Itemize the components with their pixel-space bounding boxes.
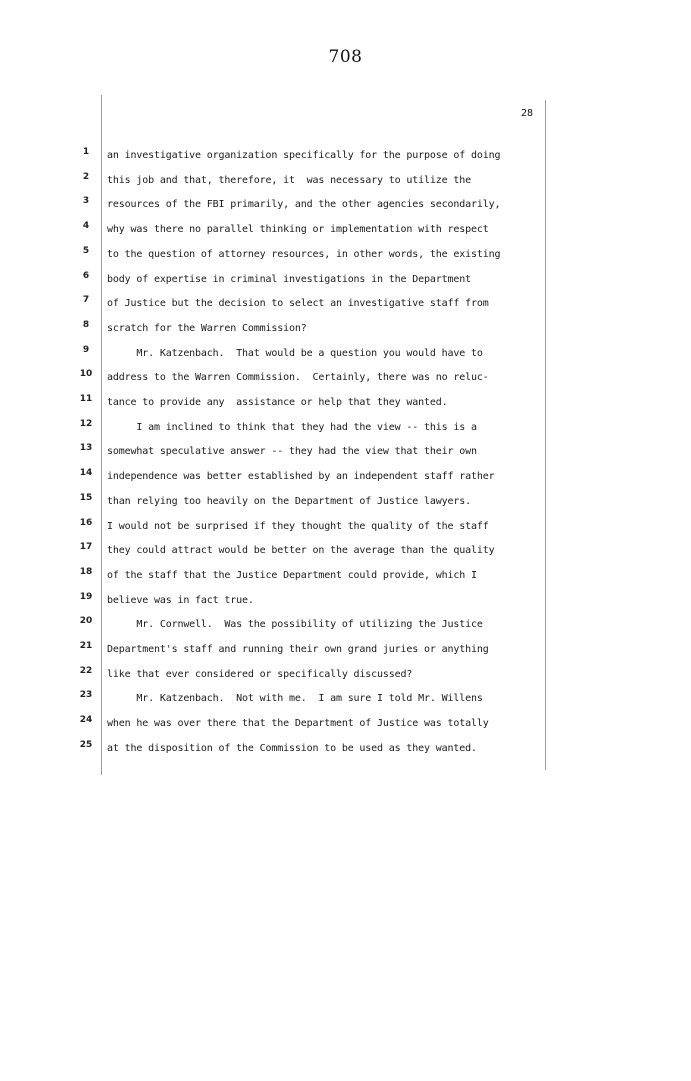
line-number: 15 <box>79 492 93 503</box>
transcript-line: to the question of attorney resources, in other words, the existing <box>107 248 501 260</box>
line-number: 9 <box>82 344 90 355</box>
transcript-line: this job and that, therefore, it was necessary to utilize the <box>107 174 471 186</box>
line-number: 8 <box>82 319 90 330</box>
line-number: 24 <box>79 715 93 726</box>
line-number: 4 <box>82 221 90 232</box>
transcript-line: somewhat speculative answer -- they had the view that their own <box>107 446 477 458</box>
line-number: 16 <box>79 517 93 528</box>
line-number: 10 <box>79 369 93 380</box>
transcript-line: why was there no parallel thinking or implementation with respect <box>107 224 489 236</box>
transcript-line: tance to provide any assistance or help that they wanted. <box>107 397 448 408</box>
transcript-line: believe was in fact true. <box>107 594 254 606</box>
transcript-line: of the staff that the Justice Department could provide, which I <box>107 569 477 581</box>
transcript-line: they could attract would be better on the average than the quality <box>107 545 495 557</box>
transcript-line: like that ever considered or specifically discussed? <box>107 668 413 680</box>
line-number: 1 <box>82 147 90 157</box>
line-number: 6 <box>82 270 90 281</box>
line-number: 19 <box>79 591 93 602</box>
line-number: 12 <box>79 418 93 429</box>
transcript-line: an investigative organization specifically for the purpose of doing <box>107 150 501 161</box>
transcript-line: Department's staff and running their own grand juries or anything <box>107 644 489 655</box>
line-number: 3 <box>82 196 90 207</box>
line-number: 18 <box>79 566 93 577</box>
transcript-line: scratch for the Warren Commission? <box>107 322 307 334</box>
transcript-line: body of expertise in criminal investigations in the Department <box>107 273 471 285</box>
transcript-line: I would not be surprised if they thought the quality of the staff <box>107 520 489 532</box>
line-number: 7 <box>82 295 90 306</box>
transcript-line: independence was better established by an independent staff rather <box>107 471 495 483</box>
right-margin-rule <box>545 100 546 770</box>
line-number: 21 <box>79 641 93 651</box>
line-number: 11 <box>79 394 93 404</box>
line-number: 14 <box>79 468 93 479</box>
page-number: 708 <box>328 47 363 67</box>
transcript-line: of Justice but the decision to select an investigative staff from <box>107 298 489 310</box>
line-number: 25 <box>79 739 93 750</box>
line-number: 5 <box>82 245 90 256</box>
transcript-line: Mr. Cornwell. Was the possibility of utilizing the Justice <box>107 619 483 631</box>
line-number: 23 <box>79 690 93 701</box>
transcript-line: at the disposition of the Commission to be used as they wanted. <box>107 742 477 754</box>
transcript-line: than relying too heavily on the Department of Justice lawyers. <box>107 495 471 507</box>
transcript-line: Mr. Katzenbach. That would be a question you would have to <box>107 347 483 359</box>
transcript-line: address to the Warren Commission. Certainly, there was no reluc- <box>107 372 489 384</box>
line-number: 2 <box>82 171 90 182</box>
line-number: 13 <box>79 443 93 454</box>
transcript-line: when he was over there that the Department of Justice was totally <box>107 718 489 730</box>
line-number: 22 <box>79 665 93 676</box>
left-margin-rule <box>101 95 102 775</box>
transcript-line: I am inclined to think that they had the view -- this is a <box>107 421 477 433</box>
transcript-page-number: 28 <box>520 108 533 119</box>
line-number: 17 <box>79 542 93 553</box>
transcript-line: resources of the FBI primarily, and the other agencies secondarily, <box>107 199 501 211</box>
transcript-line: Mr. Katzenbach. Not with me. I am sure I told Mr. Willens <box>107 693 483 705</box>
line-number: 20 <box>79 616 93 627</box>
